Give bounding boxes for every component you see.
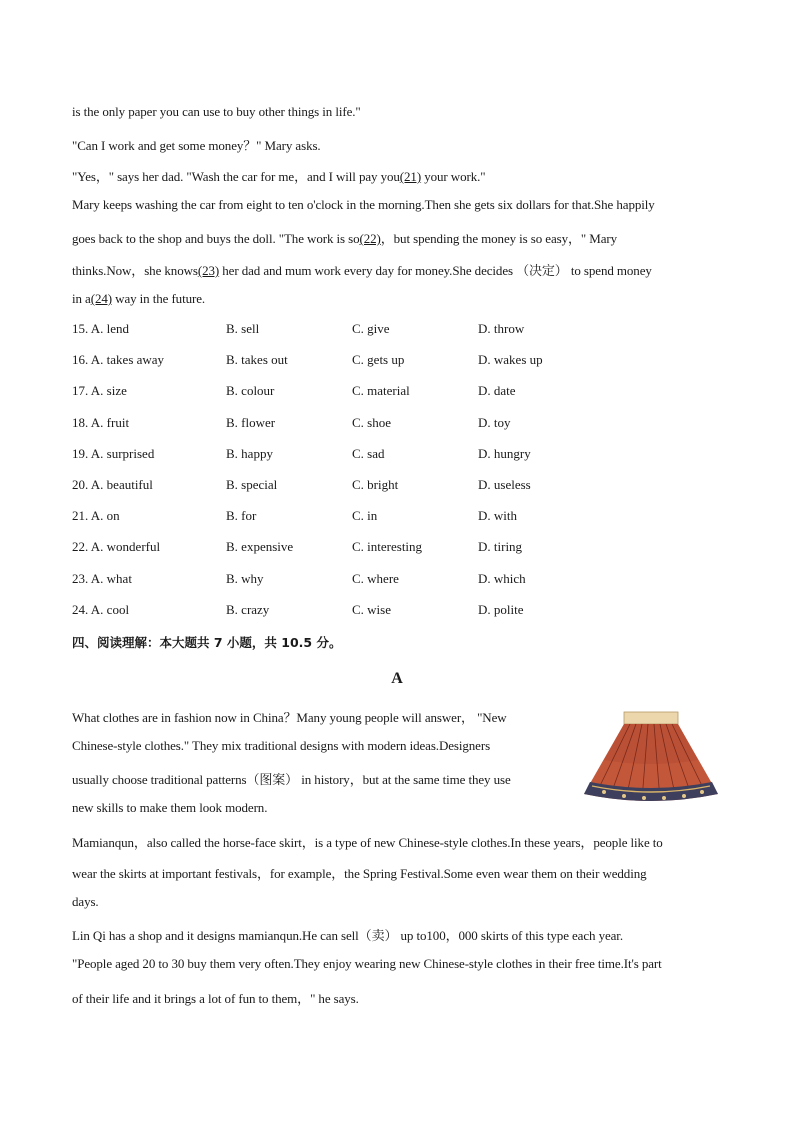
option-d: D. throw [478,321,525,336]
option-d: D. which [478,571,526,586]
option-b: B. special [226,477,278,492]
option-row [72,539,632,559]
option-a: 21. A. on [72,508,120,523]
option-c: C. material [352,383,410,398]
option-b: B. sell [226,321,260,336]
text-line: is the only paper you can use to buy other things in life." [72,104,361,119]
option-c: C. interesting [352,539,423,554]
blank-23: (23) [197,263,220,278]
option-d: D. tiring [478,539,523,554]
text-span: "Yes，" says her dad. "Wash the car for me，and I will pay you [72,169,400,184]
option-d: D. useless [478,477,531,492]
option-row [72,415,632,435]
text-line: Mamianqun，also called the horse-face skirt，is a type of new Chinese-style clothes.In these years，people like to [72,835,663,850]
option-b: B. crazy [226,602,270,617]
text-line: "Can I work and get some money？" Mary asks. [72,138,321,153]
option-row [72,571,632,591]
option-a: 22. A. wonderful [72,539,161,554]
text-line [72,166,485,185]
option-c: C. gets up [352,352,405,367]
text-line: usually choose traditional patterns（图案） in history，but at the same time they use [72,772,511,787]
text-line: Mary keeps washing the car from eight to ten o'clock in the morning.Then she gets six dollars for that.She happily [72,197,655,212]
skirt-waistband [624,712,678,724]
text-span: your work." [421,169,486,184]
text-line: "People aged 20 to 30 buy them very often.They enjoy wearing new Chinese-style clothes in their free time.It's part [72,956,662,971]
option-row [72,352,632,372]
option-row [72,602,632,622]
option-b: B. why [226,571,264,586]
option-c: C. bright [352,477,399,492]
section-heading: 四、阅读理解：本大题共 7 小题，共 10.5 分。 [72,635,342,650]
text-line [72,260,652,279]
option-c: C. in [352,508,378,523]
text-line: wear the skirts at important festivals，for example，the Spring Festival.Some even wear them on their wedding [72,866,647,881]
option-d: D. with [478,508,517,523]
option-row [72,321,632,341]
option-b: B. takes out [226,352,288,367]
text-span: thinks.Now，she knows [72,263,198,278]
option-d: D. toy [478,415,511,430]
blank-22: (22) [359,231,381,246]
part-title: A [391,670,403,687]
option-b: B. flower [226,415,276,430]
option-c: C. shoe [352,415,391,430]
text-line: days. [72,894,99,909]
option-a: 24. A. cool [72,602,130,617]
option-row [72,477,632,497]
option-b: B. for [226,508,257,523]
text-span: in a [72,291,91,306]
option-row [72,383,632,403]
text-line: new skills to make them look modern. [72,800,268,815]
text-span: goes back to the shop and buys the doll. "The work is so [72,231,360,246]
text-line [72,291,205,307]
option-a: 17. A. size [72,383,127,398]
option-c: C. wise [352,602,391,617]
option-d: D. hungry [478,446,531,461]
option-row [72,508,632,528]
text-line: Chinese-style clothes." They mix traditional designs with modern ideas.Designers [72,738,491,753]
option-a: 23. A. what [72,571,132,586]
option-a: 15. A. lend [72,321,130,336]
text-line: What clothes are in fashion now in China？Many young people will answer， "New [72,710,507,725]
option-c: C. where [352,571,399,586]
text-line: of their life and it brings a lot of fun to them，" he says. [72,991,359,1006]
text-span: way in the future. [112,291,206,306]
text-line: Lin Qi has a shop and it designs mamianqun.He can sell（卖） up to100，000 skirts of this type each year. [72,928,623,943]
option-c: C. give [352,321,390,336]
text-span: ，but spending the money is so easy，" Mary [380,231,618,246]
skirt-image [580,710,722,810]
option-a: 20. A. beautiful [72,477,153,492]
option-b: B. happy [226,446,273,461]
option-c: C. sad [352,446,385,461]
skirt-shade [604,724,698,764]
text-span: her dad and mum work every day for money.She decides （决定） to spend money [219,263,652,278]
option-d: D. date [478,383,516,398]
blank-24: (24) [90,291,112,306]
option-row [72,446,632,466]
text-line [72,228,617,247]
option-a: 19. A. surprised [72,446,155,461]
option-b: B. colour [226,383,275,398]
blank-21: (21) [399,169,422,184]
option-d: D. wakes up [478,352,543,367]
option-d: D. polite [478,602,524,617]
option-a: 18. A. fruit [72,415,130,430]
option-a: 16. A. takes away [72,352,165,367]
option-b: B. expensive [226,539,294,554]
